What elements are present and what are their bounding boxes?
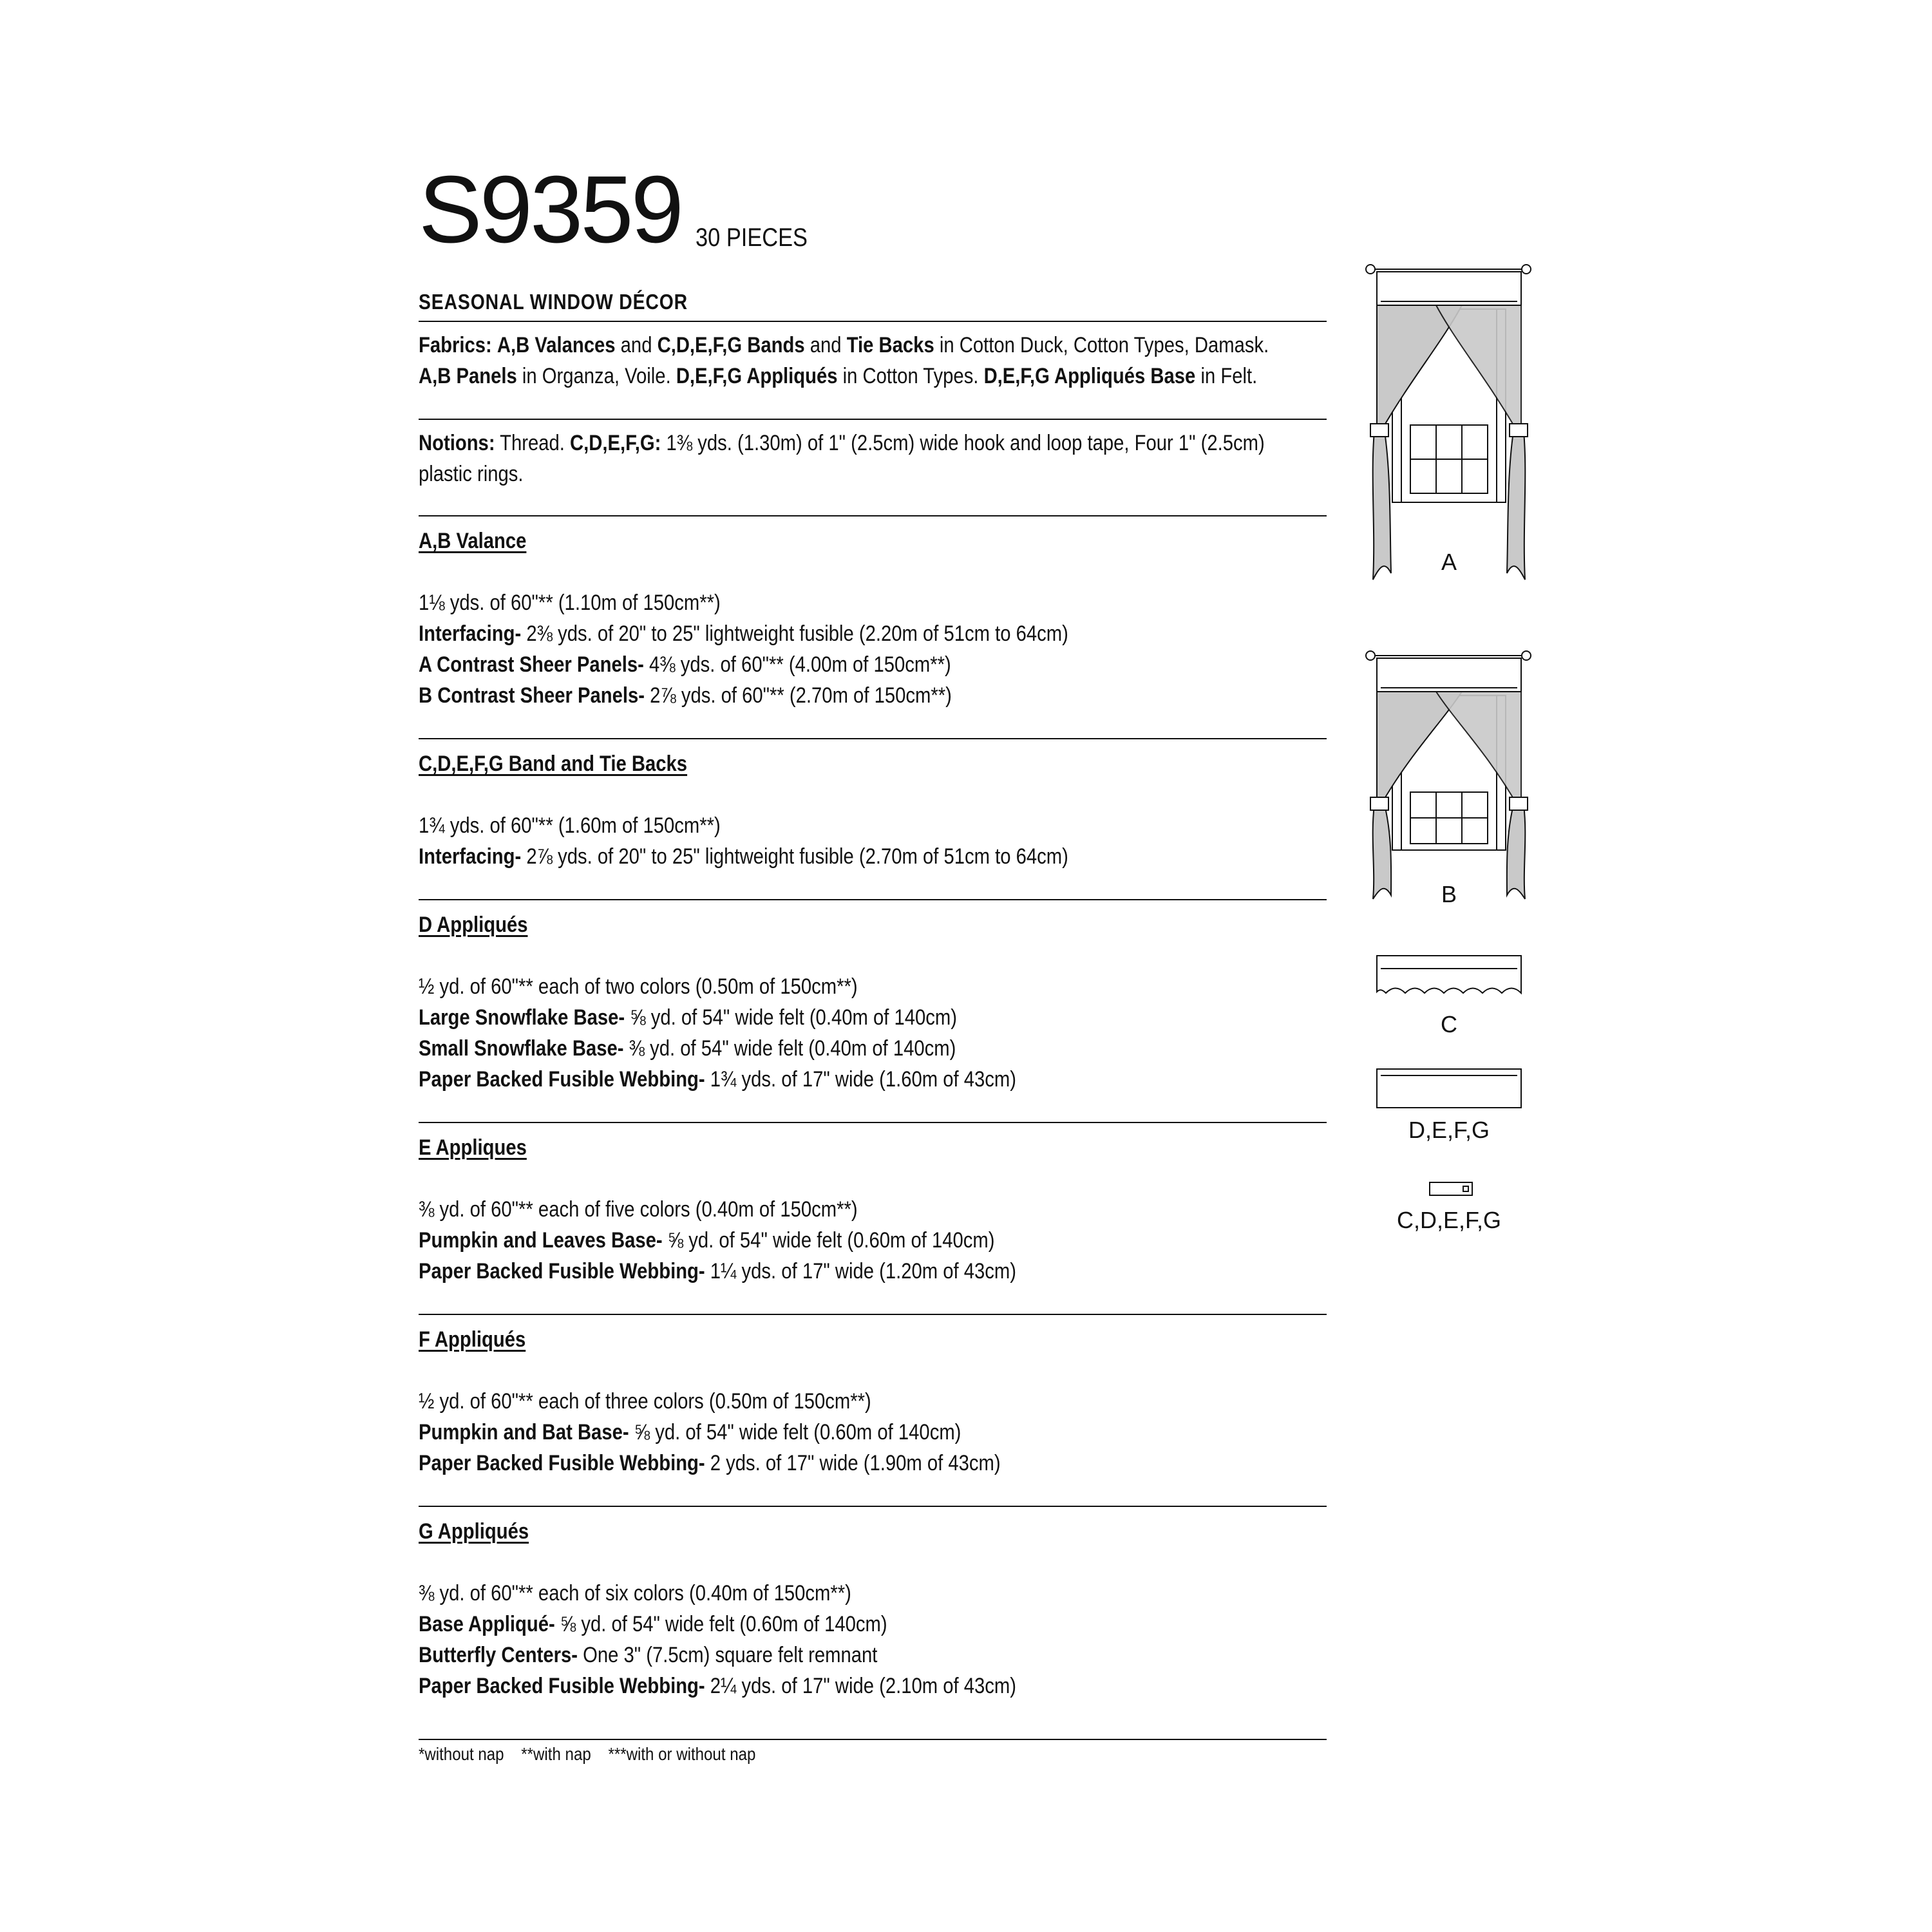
yardage-line: ⅜ yd. of 60"** each of six colors (0.40m of 150cm**) <box>419 1581 851 1605</box>
divider <box>419 738 1327 739</box>
divider <box>419 515 1327 516</box>
pattern-number: S9359 <box>419 156 681 263</box>
divider <box>419 1122 1327 1123</box>
piece-count: 30 PIECES <box>695 223 808 252</box>
yardage-section <box>419 526 1327 739</box>
yardage-sections <box>419 526 1327 1740</box>
view-cdefg-label: C,D,E,F,G <box>1396 1207 1502 1233</box>
yardage-line: Paper Backed Fusible Webbing- 1¾ yds. of 17" wide (1.60m of 43cm) <box>419 1067 1016 1092</box>
yardage-line: Base Appliqué- ⅝ yd. of 54" wide felt (0.60m of 140cm) <box>419 1612 887 1636</box>
fabrics-block: Fabrics: A,B Valances and C,D,E,F,G Bands and Tie Backs in Cotton Duck, Cotton Types, Damask. A,B Panels in Organza, Voile. D,E,F,G Appliqués in Cotton Types. D,E,F,G Appliqués Base in Felt. <box>419 333 1269 388</box>
yardage-line: ⅜ yd. of 60"** each of five colors (0.40m of 150cm**) <box>419 1197 858 1222</box>
text-column <box>419 156 1327 1765</box>
yardage-line: ½ yd. of 60"** each of two colors (0.50m of 150cm**) <box>419 974 858 999</box>
section-heading: D Appliqués <box>419 913 528 937</box>
section-heading: A,B Valance <box>419 529 527 553</box>
yardage-line: Pumpkin and Bat Base- ⅝ yd. of 54" wide felt (0.60m of 140cm) <box>419 1420 961 1444</box>
section-heading: C,D,E,F,G Band and Tie Backs <box>419 752 688 776</box>
view-defg-band-drawing <box>1365 1066 1533 1118</box>
section-heading: F Appliqués <box>419 1327 526 1352</box>
view-a-curtain-drawing <box>1365 258 1533 592</box>
yardage-line: Paper Backed Fusible Webbing- 2 yds. of 17" wide (1.90m of 43cm) <box>419 1451 1001 1475</box>
yardage-line: Interfacing- 2⅜ yds. of 20" to 25" lightweight fusible (2.20m of 51cm to 64cm) <box>419 621 1068 646</box>
yardage-line: Large Snowflake Base- ⅝ yd. of 54" wide felt (0.40m of 140cm) <box>419 1005 957 1030</box>
pattern-title: SEASONAL WINDOW DÉCOR <box>419 290 688 314</box>
view-b-curtain-drawing <box>1365 644 1533 914</box>
yardage-line: Interfacing- 2⅞ yds. of 20" to 25" lightweight fusible (2.70m of 51cm to 64cm) <box>419 844 1068 869</box>
nap-footnote: *without nap **with nap ***with or without nap <box>419 1744 756 1764</box>
divider <box>419 1739 1327 1740</box>
yardage-line: Pumpkin and Leaves Base- ⅝ yd. of 54" wide felt (0.60m of 140cm) <box>419 1228 995 1253</box>
section-heading: G Appliqués <box>419 1519 529 1544</box>
view-c-band-drawing <box>1365 953 1533 1005</box>
tie-back-drawing <box>1365 1177 1533 1203</box>
divider <box>419 1506 1327 1507</box>
notions-block: Notions: Thread. C,D,E,F,G: 1⅜ yds. (1.30m) of 1" (2.5cm) wide hook and loop tape, Four 1" (2.5cm) plastic rings. <box>419 431 1265 486</box>
yardage-section <box>419 1324 1327 1507</box>
yardage-line: Paper Backed Fusible Webbing- 1¼ yds. of 17" wide (1.20m of 43cm) <box>419 1259 1016 1283</box>
divider <box>419 321 1327 322</box>
view-c-label: C <box>1441 1011 1457 1037</box>
divider <box>419 1314 1327 1315</box>
yardage-section <box>419 909 1327 1123</box>
view-defg-label: D,E,F,G <box>1408 1117 1490 1143</box>
yardage-line: 1⅛ yds. of 60"** (1.10m of 150cm**) <box>419 591 721 615</box>
title-row <box>419 156 1327 263</box>
yardage-line: A Contrast Sheer Panels- 4⅜ yds. of 60"** (4.00m of 150cm**) <box>419 652 951 677</box>
divider <box>419 419 1327 420</box>
yardage-line: Paper Backed Fusible Webbing- 2¼ yds. of 17" wide (2.10m of 43cm) <box>419 1674 1016 1698</box>
yardage-line: Butterfly Centers- One 3" (7.5cm) square felt remnant <box>419 1643 878 1667</box>
section-heading: E Appliques <box>419 1135 527 1160</box>
yardage-line: 1¾ yds. of 60"** (1.60m of 150cm**) <box>419 813 721 838</box>
view-a-label: A <box>1441 549 1457 575</box>
view-b-label: B <box>1441 881 1457 907</box>
yardage-line: ½ yd. of 60"** each of three colors (0.50m of 150cm**) <box>419 1389 871 1414</box>
yardage-section <box>419 1516 1327 1740</box>
divider <box>419 899 1327 900</box>
yardage-section <box>419 1132 1327 1315</box>
yardage-section <box>419 748 1327 900</box>
yardage-line: B Contrast Sheer Panels- 2⅞ yds. of 60"** (2.70m of 150cm**) <box>419 683 952 708</box>
yardage-line: Small Snowflake Base- ⅜ yd. of 54" wide felt (0.40m of 140cm) <box>419 1036 956 1061</box>
